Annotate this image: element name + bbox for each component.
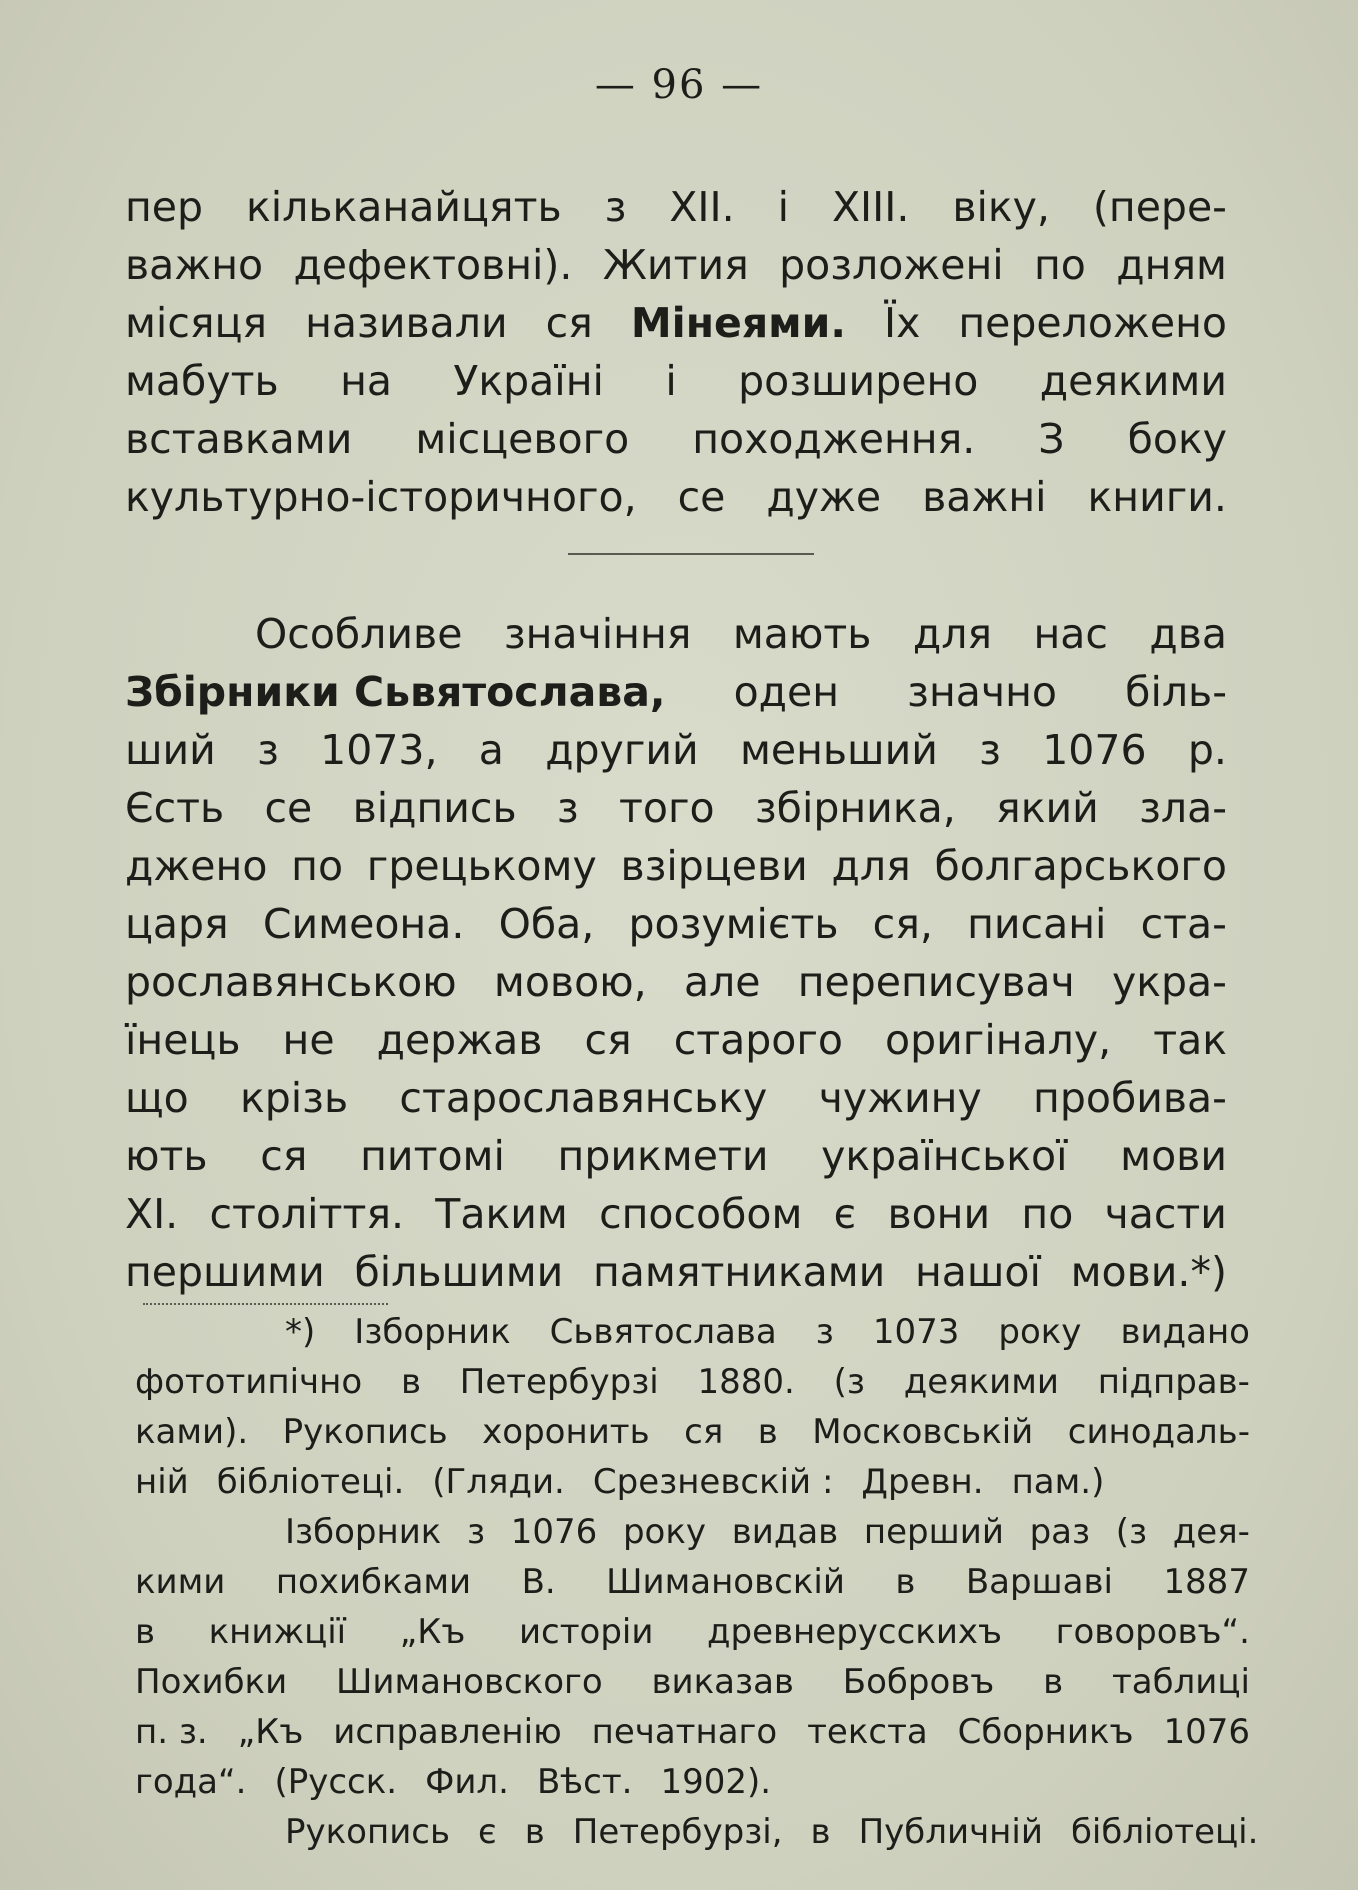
word: по bbox=[291, 842, 344, 890]
text-line bbox=[125, 1127, 1227, 1185]
word: хоронить bbox=[482, 1412, 650, 1452]
word: „Къ bbox=[237, 1712, 304, 1752]
word: ній bbox=[135, 1462, 189, 1502]
word: Шимановскій bbox=[606, 1562, 845, 1602]
word: першими bbox=[125, 1248, 325, 1296]
word: (Русск. bbox=[274, 1762, 398, 1802]
word: видав bbox=[731, 1512, 839, 1552]
word: старого bbox=[673, 1016, 843, 1064]
word: ста- bbox=[1140, 900, 1227, 948]
word: „Къ bbox=[399, 1612, 466, 1652]
word: Таким bbox=[435, 1190, 568, 1238]
text-line bbox=[135, 1707, 1250, 1757]
word: З bbox=[1038, 415, 1065, 463]
word: зла- bbox=[1139, 784, 1227, 832]
word: розложені bbox=[779, 241, 1004, 289]
word: *) bbox=[285, 1312, 316, 1352]
text-line bbox=[125, 1011, 1227, 1069]
word: дефектовні). bbox=[293, 241, 573, 289]
word: Мінеями. bbox=[630, 299, 846, 347]
word: 1076 bbox=[1042, 726, 1147, 774]
word: кільканайцять bbox=[246, 183, 562, 231]
word: української bbox=[821, 1132, 1068, 1180]
word: исправленію bbox=[333, 1712, 562, 1752]
text-line bbox=[125, 663, 1227, 721]
word: в bbox=[895, 1562, 916, 1602]
text-line bbox=[125, 352, 1227, 410]
word: текста bbox=[807, 1712, 928, 1752]
word: ють bbox=[125, 1132, 208, 1180]
word: 1887 bbox=[1163, 1562, 1250, 1602]
word: століття. bbox=[209, 1190, 405, 1238]
word: але bbox=[683, 958, 761, 1006]
word: бібліотеці. bbox=[216, 1462, 405, 1502]
word: з bbox=[257, 726, 279, 774]
paragraph-svyatoslav-collections bbox=[125, 605, 1227, 1301]
text-line bbox=[125, 410, 1227, 468]
text-line bbox=[125, 779, 1227, 837]
text-line bbox=[125, 953, 1227, 1011]
word: не bbox=[282, 1016, 335, 1064]
word: болгарського bbox=[934, 842, 1227, 890]
word: се bbox=[677, 473, 726, 521]
word: Жития bbox=[602, 241, 749, 289]
word: (пере- bbox=[1092, 183, 1227, 231]
word: дуже bbox=[766, 473, 882, 521]
word: Публичній bbox=[858, 1812, 1043, 1852]
text-line bbox=[135, 1307, 1250, 1357]
text-line bbox=[125, 236, 1227, 294]
word: способом bbox=[599, 1190, 803, 1238]
word: важні bbox=[922, 473, 1047, 521]
word: є bbox=[833, 1190, 857, 1238]
word: є bbox=[478, 1812, 497, 1852]
word: (Гляди. bbox=[432, 1462, 565, 1502]
word: по bbox=[1021, 1190, 1074, 1238]
text-line bbox=[125, 1069, 1227, 1127]
word: і bbox=[665, 357, 677, 405]
word: більшими bbox=[354, 1248, 564, 1296]
word: раз bbox=[1029, 1512, 1091, 1552]
page-number: — 96 — bbox=[594, 62, 764, 108]
word: Московській bbox=[812, 1412, 1034, 1452]
word: книги. bbox=[1087, 473, 1227, 521]
word: Ізборник bbox=[285, 1512, 442, 1552]
word: віку, bbox=[952, 183, 1050, 231]
text-line bbox=[135, 1657, 1250, 1707]
text-line bbox=[125, 895, 1227, 953]
word: так bbox=[1153, 1016, 1227, 1064]
word: мови.*) bbox=[1070, 1248, 1227, 1296]
word: вони bbox=[887, 1190, 991, 1238]
word: їнець bbox=[125, 1016, 241, 1064]
word: і bbox=[777, 183, 790, 231]
word: пробива- bbox=[1033, 1074, 1227, 1122]
word: синодаль- bbox=[1067, 1412, 1250, 1452]
word: на bbox=[340, 357, 392, 405]
word: Особливе bbox=[255, 610, 463, 658]
text-line bbox=[135, 1357, 1250, 1407]
word: укра- bbox=[1112, 958, 1227, 1006]
word: древнерусскихъ bbox=[707, 1612, 1003, 1652]
text-line bbox=[135, 1457, 1250, 1507]
word: кими bbox=[135, 1562, 226, 1602]
text-line bbox=[125, 605, 1227, 663]
word: XIII. bbox=[831, 183, 910, 231]
text-line bbox=[135, 1757, 1250, 1807]
word: питомі bbox=[360, 1132, 505, 1180]
word: Рукопись bbox=[285, 1812, 451, 1852]
word: се bbox=[264, 784, 313, 832]
word: нашої bbox=[914, 1248, 1041, 1296]
word: в bbox=[135, 1612, 156, 1652]
word: 1076 bbox=[510, 1512, 598, 1552]
word: деякими bbox=[903, 1362, 1060, 1402]
word: нас bbox=[1033, 610, 1108, 658]
word: Єсть bbox=[125, 784, 225, 832]
word: називали bbox=[305, 299, 508, 347]
word: 1902). bbox=[660, 1762, 772, 1802]
word: старославянську bbox=[399, 1074, 768, 1122]
word: для bbox=[912, 610, 993, 658]
word: писані bbox=[967, 900, 1107, 948]
word: другий bbox=[545, 726, 699, 774]
word: Фил. bbox=[425, 1762, 509, 1802]
word: фототипічно bbox=[135, 1362, 363, 1402]
word: 1073 bbox=[872, 1312, 960, 1352]
text-line bbox=[125, 1185, 1227, 1243]
word: що bbox=[125, 1074, 189, 1122]
word: розширено bbox=[738, 357, 979, 405]
word: ся bbox=[260, 1132, 308, 1180]
word: меньший bbox=[739, 726, 938, 774]
word: таблиці bbox=[1111, 1662, 1250, 1702]
word: 1880. bbox=[697, 1362, 795, 1402]
word: який bbox=[996, 784, 1099, 832]
word: (з bbox=[1115, 1512, 1148, 1552]
word: ся bbox=[684, 1412, 724, 1452]
word: переложено bbox=[958, 299, 1227, 347]
word: дням bbox=[1116, 241, 1227, 289]
word: з bbox=[467, 1512, 486, 1552]
word: (з bbox=[833, 1362, 865, 1402]
word: мають bbox=[732, 610, 872, 658]
word: 1073, bbox=[320, 726, 438, 774]
word: р. bbox=[1187, 726, 1227, 774]
word: року bbox=[998, 1312, 1082, 1352]
text-line bbox=[135, 1807, 1259, 1857]
word: говоровъ“. bbox=[1055, 1612, 1250, 1652]
word: в bbox=[757, 1412, 778, 1452]
word: значіння bbox=[503, 610, 692, 658]
word: місцевого bbox=[415, 415, 630, 463]
word: джено bbox=[125, 842, 268, 890]
word: значно bbox=[907, 668, 1058, 716]
word: по bbox=[1034, 241, 1086, 289]
word: Ізборник bbox=[354, 1312, 511, 1352]
paragraph-minei bbox=[125, 178, 1227, 526]
footnote-rule bbox=[143, 1303, 388, 1305]
word: части bbox=[1104, 1190, 1227, 1238]
text-line bbox=[125, 721, 1227, 779]
word: того bbox=[619, 784, 715, 832]
word: в bbox=[810, 1812, 831, 1852]
word: Сборникъ bbox=[957, 1712, 1134, 1752]
word: ший bbox=[125, 726, 216, 774]
word: книжції bbox=[208, 1612, 347, 1652]
word: з bbox=[979, 726, 1001, 774]
word: місяця bbox=[125, 299, 268, 347]
word: мабуть bbox=[125, 357, 279, 405]
text-line bbox=[125, 468, 1227, 526]
word: Древн. bbox=[861, 1462, 984, 1502]
word: 1076 bbox=[1163, 1712, 1250, 1752]
word: мовою, bbox=[493, 958, 647, 1006]
word: года“. bbox=[135, 1762, 247, 1802]
word: оден bbox=[733, 668, 840, 716]
footnote bbox=[135, 1307, 1259, 1857]
word: з bbox=[604, 183, 627, 231]
word: в bbox=[1043, 1662, 1064, 1702]
word: п. з. bbox=[135, 1712, 208, 1752]
section-divider bbox=[568, 553, 814, 555]
word: ками). bbox=[135, 1412, 249, 1452]
word: розумієть bbox=[628, 900, 839, 948]
word: ся bbox=[545, 299, 593, 347]
word: чужину bbox=[818, 1074, 982, 1122]
word: Шимановского bbox=[335, 1662, 603, 1702]
word: ся, bbox=[872, 900, 933, 948]
word: Срезневскій : bbox=[592, 1462, 834, 1502]
word: важно bbox=[125, 241, 264, 289]
word: царя bbox=[125, 900, 229, 948]
word: вставками bbox=[125, 415, 353, 463]
word: перший bbox=[863, 1512, 1004, 1552]
word: бібліотеці. bbox=[1070, 1812, 1259, 1852]
word: держав bbox=[376, 1016, 543, 1064]
word: а bbox=[478, 726, 504, 774]
word: Бобровъ bbox=[842, 1662, 995, 1702]
word: Варшаві bbox=[965, 1562, 1113, 1602]
word: Рукопись bbox=[282, 1412, 448, 1452]
word: біль- bbox=[1125, 668, 1227, 716]
word: Збірники Сьвятослава, bbox=[125, 668, 666, 716]
word: видано bbox=[1120, 1312, 1250, 1352]
text-line bbox=[135, 1557, 1250, 1607]
word: дея- bbox=[1172, 1512, 1250, 1552]
word: підправ- bbox=[1097, 1362, 1250, 1402]
word: в bbox=[400, 1362, 421, 1402]
word: В. bbox=[521, 1562, 556, 1602]
word: Їх bbox=[884, 299, 921, 347]
text-line bbox=[125, 1243, 1227, 1301]
text-line bbox=[135, 1507, 1250, 1557]
word: ся bbox=[584, 1016, 632, 1064]
word: Сьвятослава bbox=[549, 1312, 777, 1352]
word: з bbox=[556, 784, 579, 832]
text-line bbox=[135, 1407, 1250, 1457]
word: в bbox=[524, 1812, 545, 1852]
word: прикмети bbox=[557, 1132, 769, 1180]
word: переписувач bbox=[797, 958, 1075, 1006]
word: крізь bbox=[239, 1074, 349, 1122]
word: Оба, bbox=[498, 900, 595, 948]
word: XI. bbox=[125, 1190, 179, 1238]
word: року bbox=[622, 1512, 707, 1552]
word: исторіи bbox=[518, 1612, 654, 1652]
word: мови bbox=[1120, 1132, 1227, 1180]
word: з bbox=[815, 1312, 834, 1352]
word: Симеона. bbox=[262, 900, 465, 948]
word: Петербурзі bbox=[459, 1362, 659, 1402]
word: виказав bbox=[651, 1662, 794, 1702]
text-line bbox=[135, 1607, 1250, 1657]
word: боку bbox=[1127, 415, 1227, 463]
word: походження. bbox=[692, 415, 976, 463]
word: Вѣст. bbox=[536, 1762, 633, 1802]
word: для bbox=[831, 842, 911, 890]
word: взірцеви bbox=[620, 842, 808, 890]
text-line bbox=[125, 294, 1227, 352]
word: грецькому bbox=[366, 842, 597, 890]
word: Україні bbox=[453, 357, 604, 405]
text-line bbox=[125, 837, 1227, 895]
word: пам.) bbox=[1011, 1462, 1105, 1502]
word: два bbox=[1149, 610, 1227, 658]
word: оригіналу, bbox=[885, 1016, 1112, 1064]
word: відпись bbox=[352, 784, 517, 832]
word: печатнаго bbox=[591, 1712, 778, 1752]
word: культурно-історичного, bbox=[125, 473, 637, 521]
word: пер bbox=[125, 183, 204, 231]
word: Похибки bbox=[135, 1662, 288, 1702]
word: похибками bbox=[275, 1562, 472, 1602]
word: памятниками bbox=[592, 1248, 886, 1296]
word: XII. bbox=[669, 183, 735, 231]
word: рославянською bbox=[125, 958, 457, 1006]
text-line bbox=[125, 178, 1227, 236]
word: Петербурзі, bbox=[572, 1812, 783, 1852]
word: деякими bbox=[1039, 357, 1227, 405]
word: збірника, bbox=[754, 784, 956, 832]
